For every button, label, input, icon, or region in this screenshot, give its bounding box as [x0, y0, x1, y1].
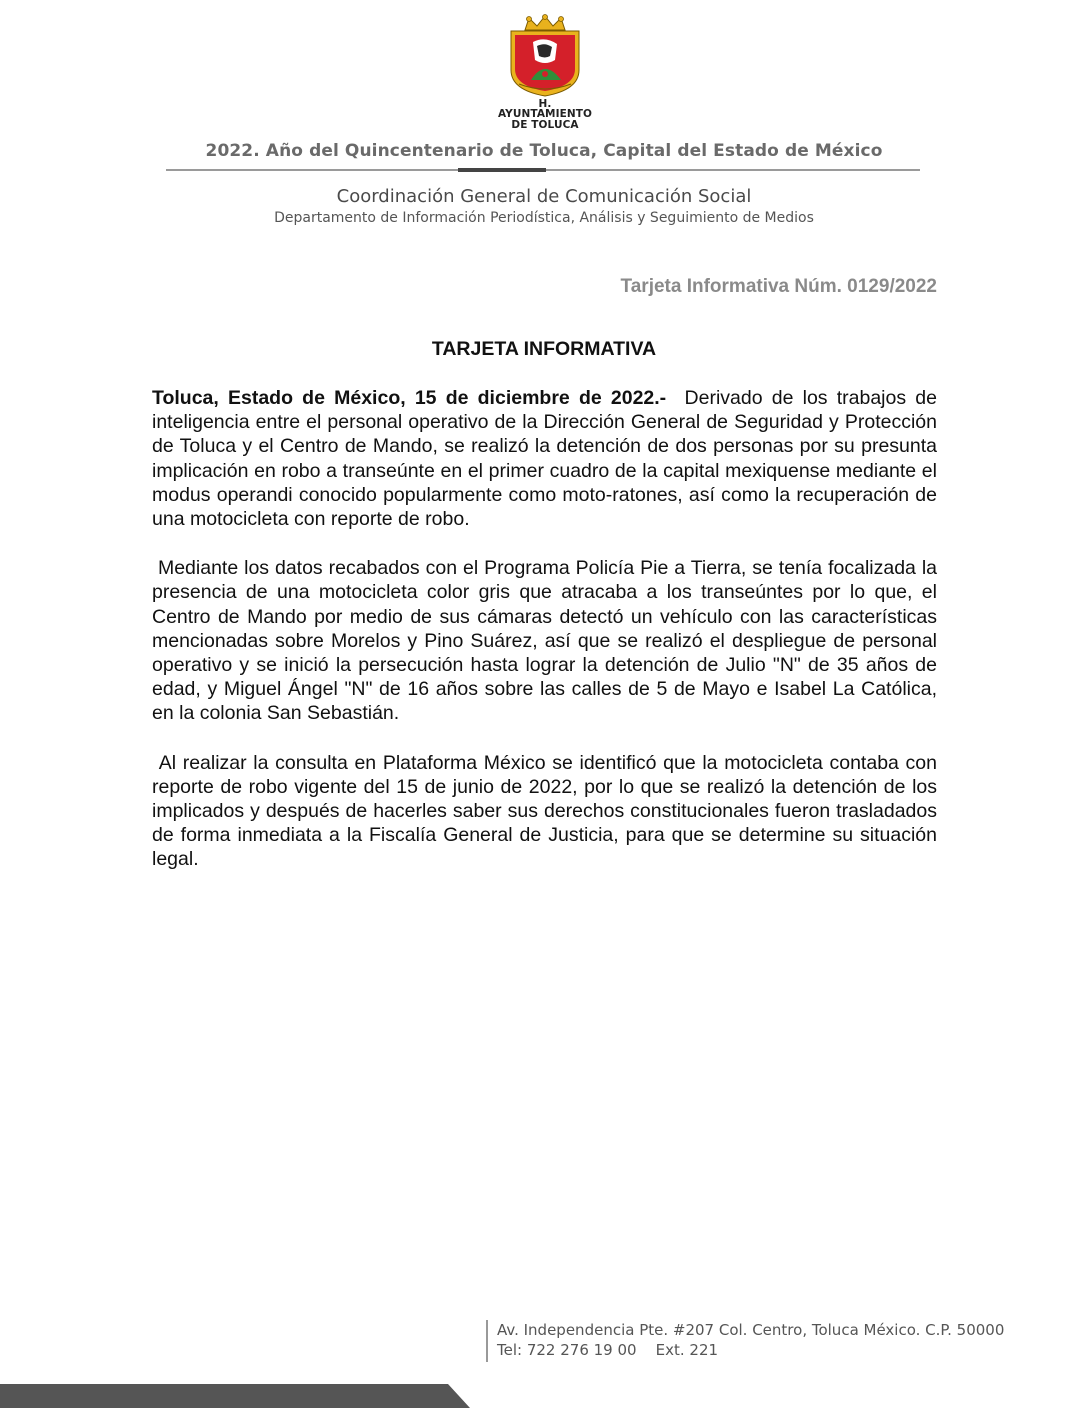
paragraph-1-text: Derivado de los trabajos de inteligencia entre el personal operativo de la Dirección General de Seguridad y Protección de Toluca y el Centro de Mando, se realizó la detención de dos personas por su presunta implicación en robo a transeúnte en el primer cuadro de la capital mexiquense mediante el modus operandi conocido popularmente como moto-ratones, así como la recuperación de una motocicleta con reporte de robo. — [152, 387, 943, 531]
footer-bar — [0, 1384, 470, 1408]
paragraph-1 — [152, 386, 943, 531]
logo-text-line1: H. AYUNTAMIENTO — [497, 98, 593, 120]
document-title: TARJETA INFORMATIVA — [431, 338, 657, 360]
footer-phone: Tel: 722 276 19 00 Ext. 221 — [497, 1341, 719, 1359]
department-name: Departamento de Información Periodística, Análisis y Seguimiento de Medios — [274, 210, 814, 226]
logo-text-line2: DE TOLUCA — [511, 119, 579, 131]
header-divider-accent — [458, 168, 546, 172]
lead-dateline: Toluca, Estado de México, 15 de diciembre de 2022.- — [152, 387, 667, 409]
footer-address: Av. Independencia Pte. #207 Col. Centro, Toluca México. C.P. 50000 — [497, 1321, 1005, 1339]
document-body — [152, 386, 943, 897]
coordination-name: Coordinación General de Comunicación Social — [336, 186, 752, 207]
card-number: Tarjeta Informativa Núm. 0129/2022 — [620, 276, 937, 297]
paragraph-3: Al realizar la consulta en Plataforma México se identificó que la motocicleta contaba con reporte de robo vigente del 15 de junio de 2022, por lo que se realizó la detención de los implicados y después de hacerles saber sus derechos constitucionales fueron trasladados de forma inmediata a la Fiscalía General de Justicia, para que se determine su situación legal. — [152, 751, 943, 871]
toluca-logo — [490, 14, 600, 130]
year-motto: 2022. Año del Quincentenario de Toluca, Capital del Estado de México — [205, 141, 883, 161]
toluca-coat-of-arms-icon — [505, 14, 585, 98]
paragraph-2: Mediante los datos recabados con el Programa Policía Pie a Tierra, se tenía focalizada la presencia de una motocicleta color gris que atracaba a los transeúntes por lo que, el Centro de Mando por medio de sus cámaras detectó un vehículo con las características mencionadas sobre Morelos y Pino Suárez, así que se realizó el despliegue de personal operativo y se inició la persecución hasta lograr la detención de Julio "N" de 35 años de edad, y Miguel Ángel "N" de 16 años sobre las calles de 5 de Mayo e Isabel La Católica, en la colonia San Sebastián. — [152, 557, 943, 725]
footer-divider — [486, 1320, 488, 1362]
